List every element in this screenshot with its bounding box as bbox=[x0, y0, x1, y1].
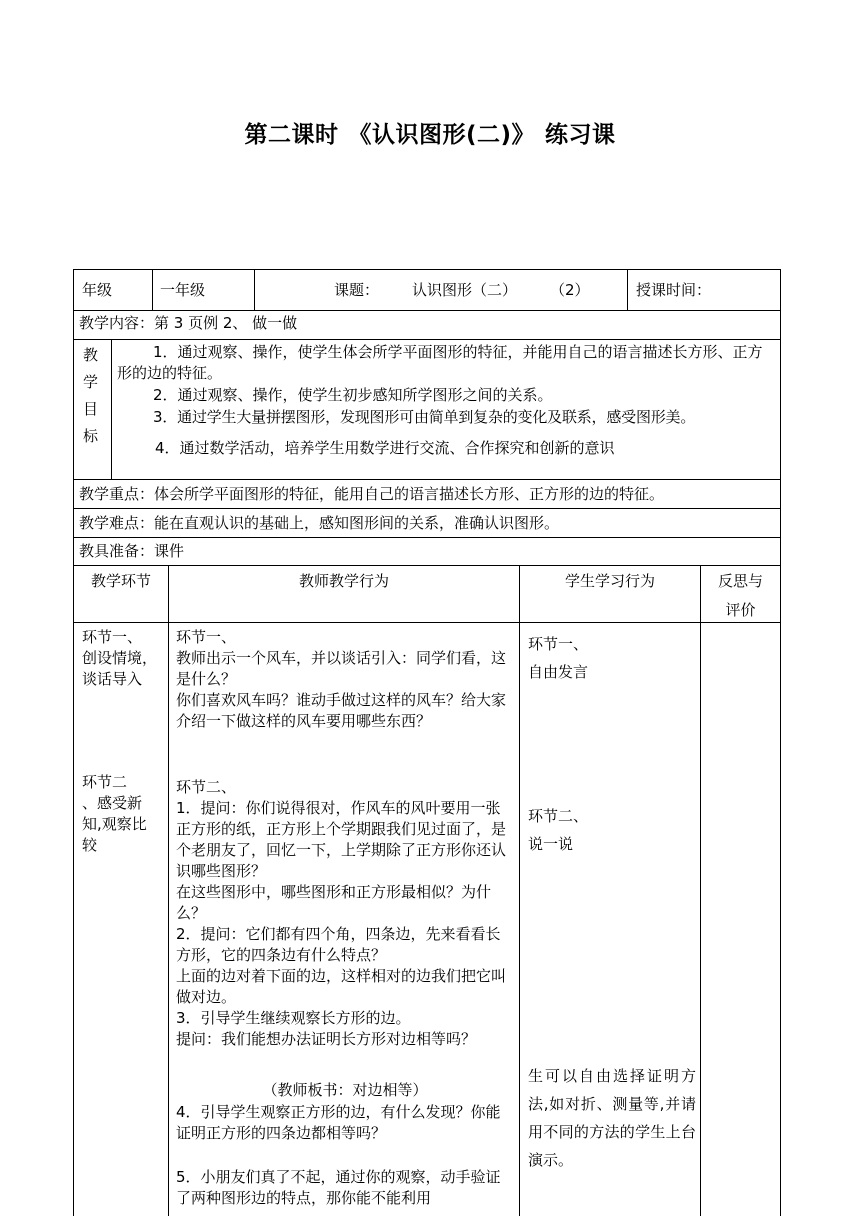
student-part-2: 环节二、 说一说 bbox=[528, 807, 589, 853]
document-title bbox=[0, 116, 860, 149]
student-part-1: 环节一、 自由发言 bbox=[528, 635, 589, 681]
teaching-content: 教学内容：第 3 页例 2、 做一做 bbox=[79, 314, 298, 332]
stage-2: 环节二 、感受新 知,观察比 较 bbox=[82, 773, 147, 854]
goal-item-1: 1．通过观察、操作，使学生体会所学平面图形的特征，并能用自己的语言描述长方形、正方形的边的特征。 bbox=[117, 343, 763, 382]
goals-label-char: 目 bbox=[83, 400, 99, 418]
title-topic: 《认识图形(二)》 bbox=[348, 122, 536, 148]
subject-value: 认识图形（二） bbox=[412, 281, 518, 299]
teacher-part-2: 环节二、 1．提问：你们说得很对，作风车的风叶要用一张正方形的纸，正方形上个学期跟我们见过面了，是个老朋友了，回忆一下，上学期除了正方形你还认识哪些图形？ 在这些图形中，哪些图形和正方形最相似？为什么？ 2．提问：它们都有四个角，四条边，先来看看长方形，它的四条边有什么特点？ 上面的边对着下面的边，这样相对的边我们把它叫做对边。 3．引导学生继续观察长方形的边。 提问：我们能想办法证明长方形对边相等吗？ bbox=[176, 778, 507, 1048]
key-point: 教学重点：体会所学平面图形的特征，能用自己的语言描述长方形、正方形的边的特征。 bbox=[79, 485, 665, 503]
teacher-part-4: 5．小朋友们真了不起，通过你的观察，动手验证了两种图形边的特点，那你能不能利用 bbox=[176, 1168, 501, 1207]
goal-item-4: 4．通过数学活动，培养学生用数学进行交流、合作探究和创新的意识 bbox=[155, 439, 615, 457]
student-part-3: 生可以自由选择证明方法,如对折、测量等,并请用不同的方法的学生上台演示。 bbox=[528, 1067, 696, 1169]
difficulty: 教学难点：能在直观认识的基础上，感知图形间的关系，准确认识图形。 bbox=[79, 514, 560, 532]
subject-number: （2） bbox=[550, 281, 590, 299]
goal-item-3: 3．通过学生大量拼摆图形，发现图形可由简单到复杂的变化及联系，感受图形美。 bbox=[153, 408, 696, 426]
grade-label: 年级 bbox=[82, 281, 113, 299]
header-reflect-line2: 评价 bbox=[725, 601, 756, 619]
teacher-part-1: 环节一、 教师出示一个风车，并以谈话引入：同学们看，这是什么？ 你们喜欢风车吗？谁动手做过这样的风车？给大家介绍一下做这样的风车要用哪些东西？ bbox=[176, 628, 507, 730]
header-reflect bbox=[701, 571, 780, 621]
subject-label: 课题： bbox=[334, 281, 380, 299]
goals-label-char: 标 bbox=[83, 427, 99, 445]
header-stage: 教学环节 bbox=[90, 572, 151, 590]
goals-label-char: 教 bbox=[83, 346, 99, 364]
header-teacher: 教师教学行为 bbox=[298, 572, 389, 590]
teacher-part-3: 4．引导学生观察正方形的边，有什么发现？你能证明正方形的四条边都相等吗？ bbox=[176, 1103, 501, 1142]
materials: 教具准备：课件 bbox=[79, 542, 185, 560]
goal-item-2: 2．通过观察、操作，使学生初步感知所学图形之间的关系。 bbox=[153, 386, 553, 404]
title-lesson: 第二课时 bbox=[244, 122, 339, 148]
goals-label-char: 学 bbox=[83, 373, 99, 391]
teacher-board-note: （教师板书：对边相等） bbox=[262, 1081, 428, 1099]
time-label: 授课时间： bbox=[636, 281, 712, 299]
stage-1: 环节一、 创设情境， 谈话导入 bbox=[82, 628, 158, 688]
title-type: 练习课 bbox=[545, 122, 616, 148]
header-student: 学生学习行为 bbox=[564, 572, 655, 590]
grade-value: 一年级 bbox=[160, 281, 206, 299]
header-reflect-line1: 反思与 bbox=[717, 572, 763, 590]
